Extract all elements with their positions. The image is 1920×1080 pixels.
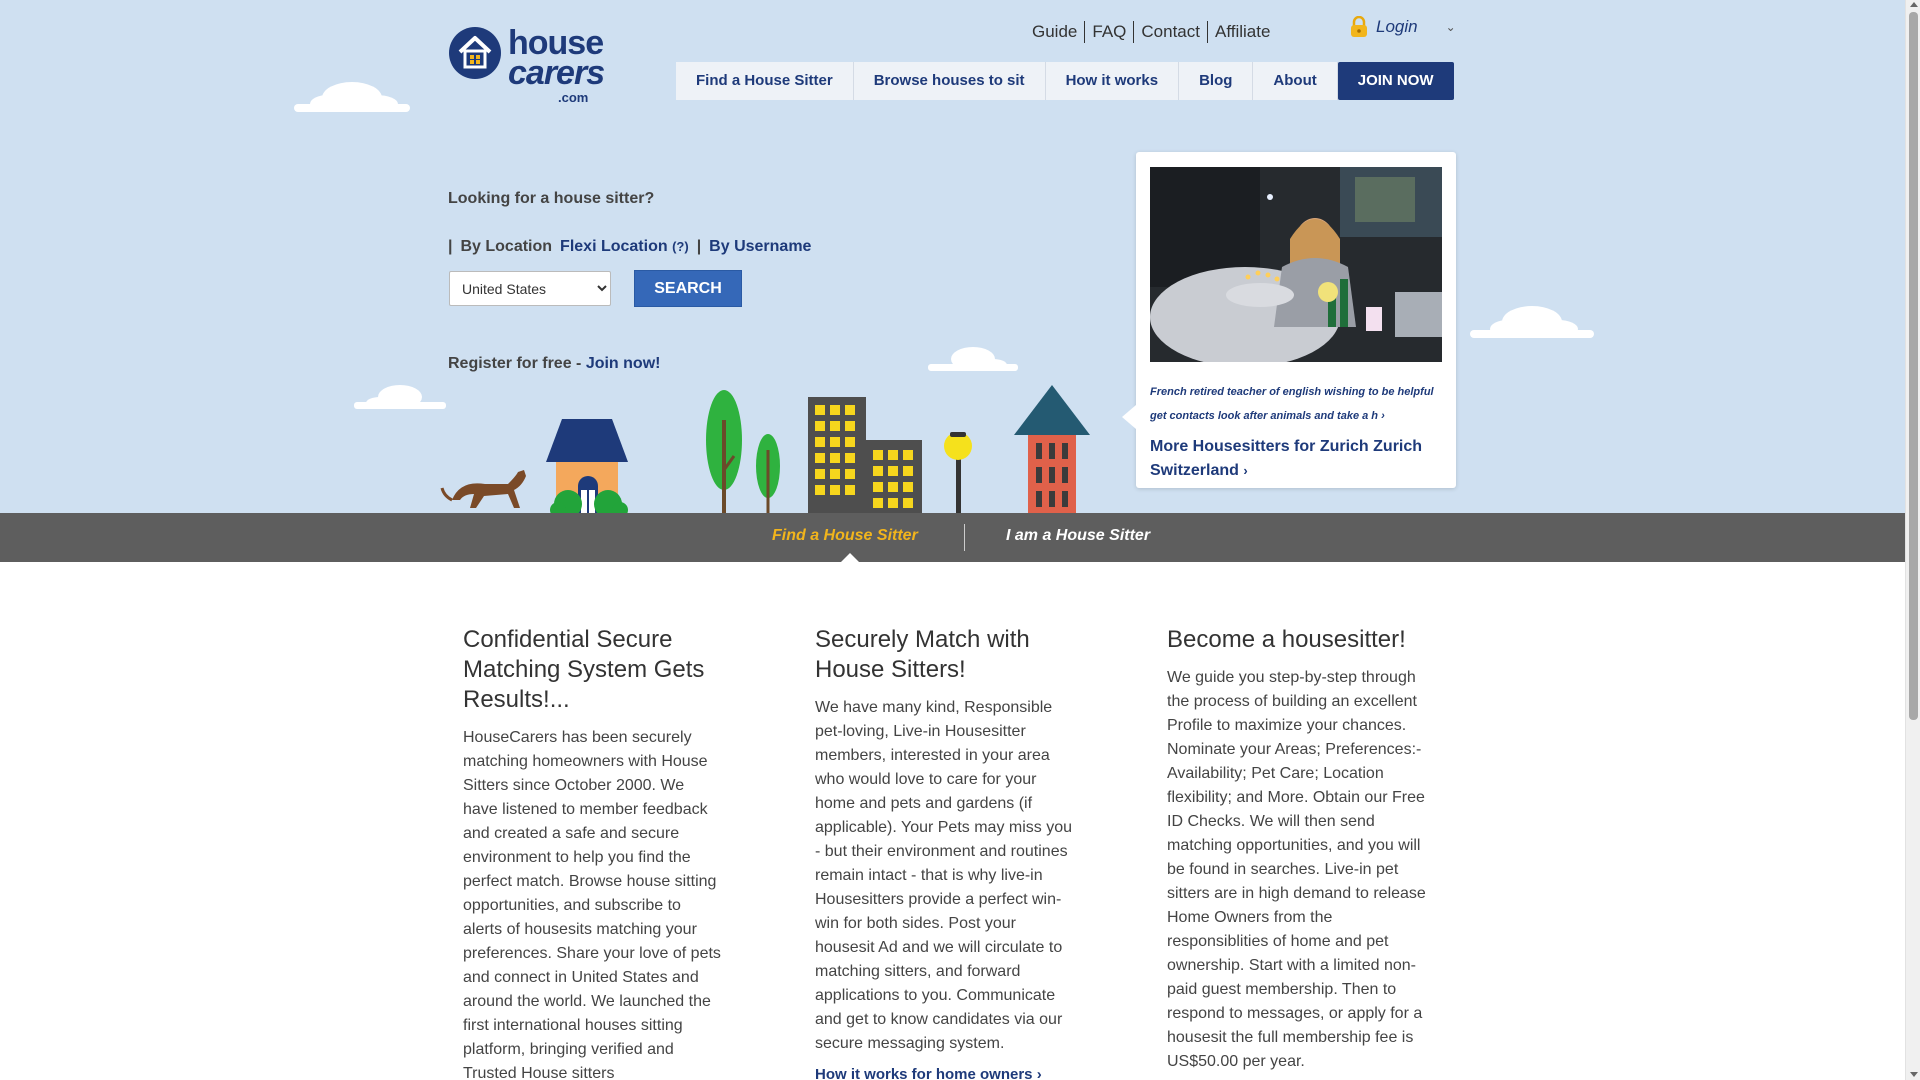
house-logo-icon: [448, 22, 504, 82]
logo-suffix: .com: [558, 90, 589, 105]
country-select[interactable]: [449, 271, 611, 306]
chevron-right-icon: ›: [1381, 410, 1385, 422]
featured-sitter-card: [1136, 152, 1456, 488]
cloud-decoration: [1470, 302, 1594, 338]
sitter-photo[interactable]: [1150, 167, 1442, 362]
info-column-become-sitter: [1167, 625, 1427, 1074]
housecarers-logo[interactable]: [448, 20, 605, 105]
more-housesitters-link[interactable]: [1150, 435, 1445, 483]
house-illustration: [546, 419, 628, 513]
flexi-location-label: Flexi Location: [560, 238, 668, 255]
logo-word-carers: carers: [508, 54, 605, 92]
sitter-caption-link[interactable]: [1150, 380, 1445, 428]
search-button[interactable]: SEARCH: [634, 270, 742, 307]
tab-separator: |: [448, 238, 453, 255]
page-scrollbar[interactable]: [1905, 0, 1920, 1080]
tab-i-am-house-sitter[interactable]: I am a House Sitter: [1006, 527, 1151, 544]
register-text: Register for free -: [448, 355, 586, 372]
column-title: Securely Match with House Sitters!: [815, 626, 1030, 683]
nav-blog[interactable]: Blog: [1179, 62, 1253, 100]
chevron-right-icon: ›: [1036, 1066, 1042, 1080]
faq-link[interactable]: FAQ: [1084, 21, 1133, 43]
column-title: Become a housesitter!: [1167, 626, 1406, 653]
nav-browse-houses[interactable]: Browse houses to sit: [854, 62, 1046, 100]
scroll-up-icon[interactable]: [1910, 2, 1918, 7]
tab-find-house-sitter[interactable]: Find a House Sitter: [772, 527, 918, 544]
lock-icon: [1350, 16, 1368, 38]
tab-by-location[interactable]: By Location: [460, 238, 553, 255]
search-mode-tabs: [448, 238, 811, 256]
audience-tab-band: [0, 513, 1905, 562]
join-now-button[interactable]: JOIN NOW: [1338, 62, 1454, 100]
more-housesitters-label: More Housesitters for Zurich Zurich Switzerland: [1150, 438, 1423, 479]
scroll-down-icon[interactable]: [1910, 1072, 1918, 1077]
tower-illustration: [1014, 385, 1090, 513]
buildings-illustration: [808, 397, 922, 513]
info-column-match-sitters: [815, 625, 1075, 1080]
cloud-decoration: [354, 381, 446, 409]
column-title: Confidential Secure Matching System Gets Results!...: [463, 626, 705, 713]
chevron-down-icon: ⌄: [1445, 20, 1456, 34]
cloud-decoration: [294, 76, 410, 112]
cloud-decoration: [928, 343, 1018, 371]
search-question: Looking for a house sitter?: [448, 190, 655, 207]
login-dropdown[interactable]: [1350, 16, 1456, 38]
affiliate-link[interactable]: Affiliate: [1207, 21, 1277, 43]
tree-illustration: [706, 390, 780, 513]
info-column-secure-matching: [463, 625, 723, 1080]
tab-by-username[interactable]: By Username: [709, 238, 812, 255]
how-it-works-owners-link[interactable]: [815, 1066, 1075, 1080]
tab-flexi-location[interactable]: [560, 238, 689, 256]
sitter-caption: French retired teacher of english wishing to be helpful get contacts look after animals and take a h: [1150, 386, 1434, 422]
contact-link[interactable]: Contact: [1133, 21, 1207, 43]
dog-icon: [442, 470, 526, 508]
scroll-thumb[interactable]: [1909, 12, 1918, 720]
nav-about[interactable]: About: [1253, 62, 1337, 100]
login-label: Login: [1376, 17, 1418, 36]
column-body: We guide you step-by-step through the process of building an excellent Profile to maximize your chances. Nominate your Areas; Preferences:- Availability; Pet Care; Location flexibility; and More. Obtain our Free ID Checks. We will then send matching opportunities, and you will be found in searches. Live-in pet sitters are in high demand to release Home Owners from the responsiblities of home and pet ownership. Start with a limited non-paid guest membership. Then to respond to messages, or apply for a housesit the full membership fee is US$50.00 per year.: [1167, 669, 1426, 1070]
tab-separator: |: [696, 238, 702, 255]
column-body: HouseCarers has been securely matching homeowners with House Sitters since October 2000. We have listened to member feedback and created a safe and secure environment to help you find the perfect match. Browse house sitting opportunities, and subscribe to alerts of housesits matching your preferences. Share your love of pets and connect in United States and around the world. We launched the first international houses sitting platform, bringing verified and Trusted House sitters: [463, 729, 721, 1080]
nav-how-it-works[interactable]: How it works: [1046, 62, 1180, 100]
street-lamp-illustration: [944, 432, 972, 513]
how-it-works-owners-label: How it works for home owners: [815, 1066, 1033, 1080]
column-body: We have many kind, Responsible pet-loving, Live-in Housesitter members, interested in your area who would love to care for your home and pets and gardens (if applicable). Your Pets may miss you - but their environment and routines remain intact - that is why live-in Housesitters provide a perfect win-win for both sides. Post your housesit Ad and we will circulate to matching sitters, and forward applications to you. Communicate and get to know candidates via our secure messaging system.: [815, 699, 1073, 1052]
street-illustration: [440, 380, 1100, 513]
register-prompt: [448, 355, 660, 373]
active-tab-arrow-icon: [840, 553, 860, 563]
guide-link[interactable]: Guide: [1032, 22, 1078, 41]
nav-find-house-sitter[interactable]: Find a House Sitter: [676, 62, 854, 100]
hero-section: [0, 0, 1905, 513]
tab-divider: [964, 524, 965, 551]
main-navigation: [676, 62, 1454, 100]
join-now-link[interactable]: Join now!: [585, 355, 661, 372]
flexi-help-link[interactable]: (?): [672, 239, 689, 254]
logo-word-house: house: [508, 24, 604, 62]
utility-links: [1025, 21, 1277, 43]
chevron-right-icon: ›: [1243, 463, 1248, 478]
